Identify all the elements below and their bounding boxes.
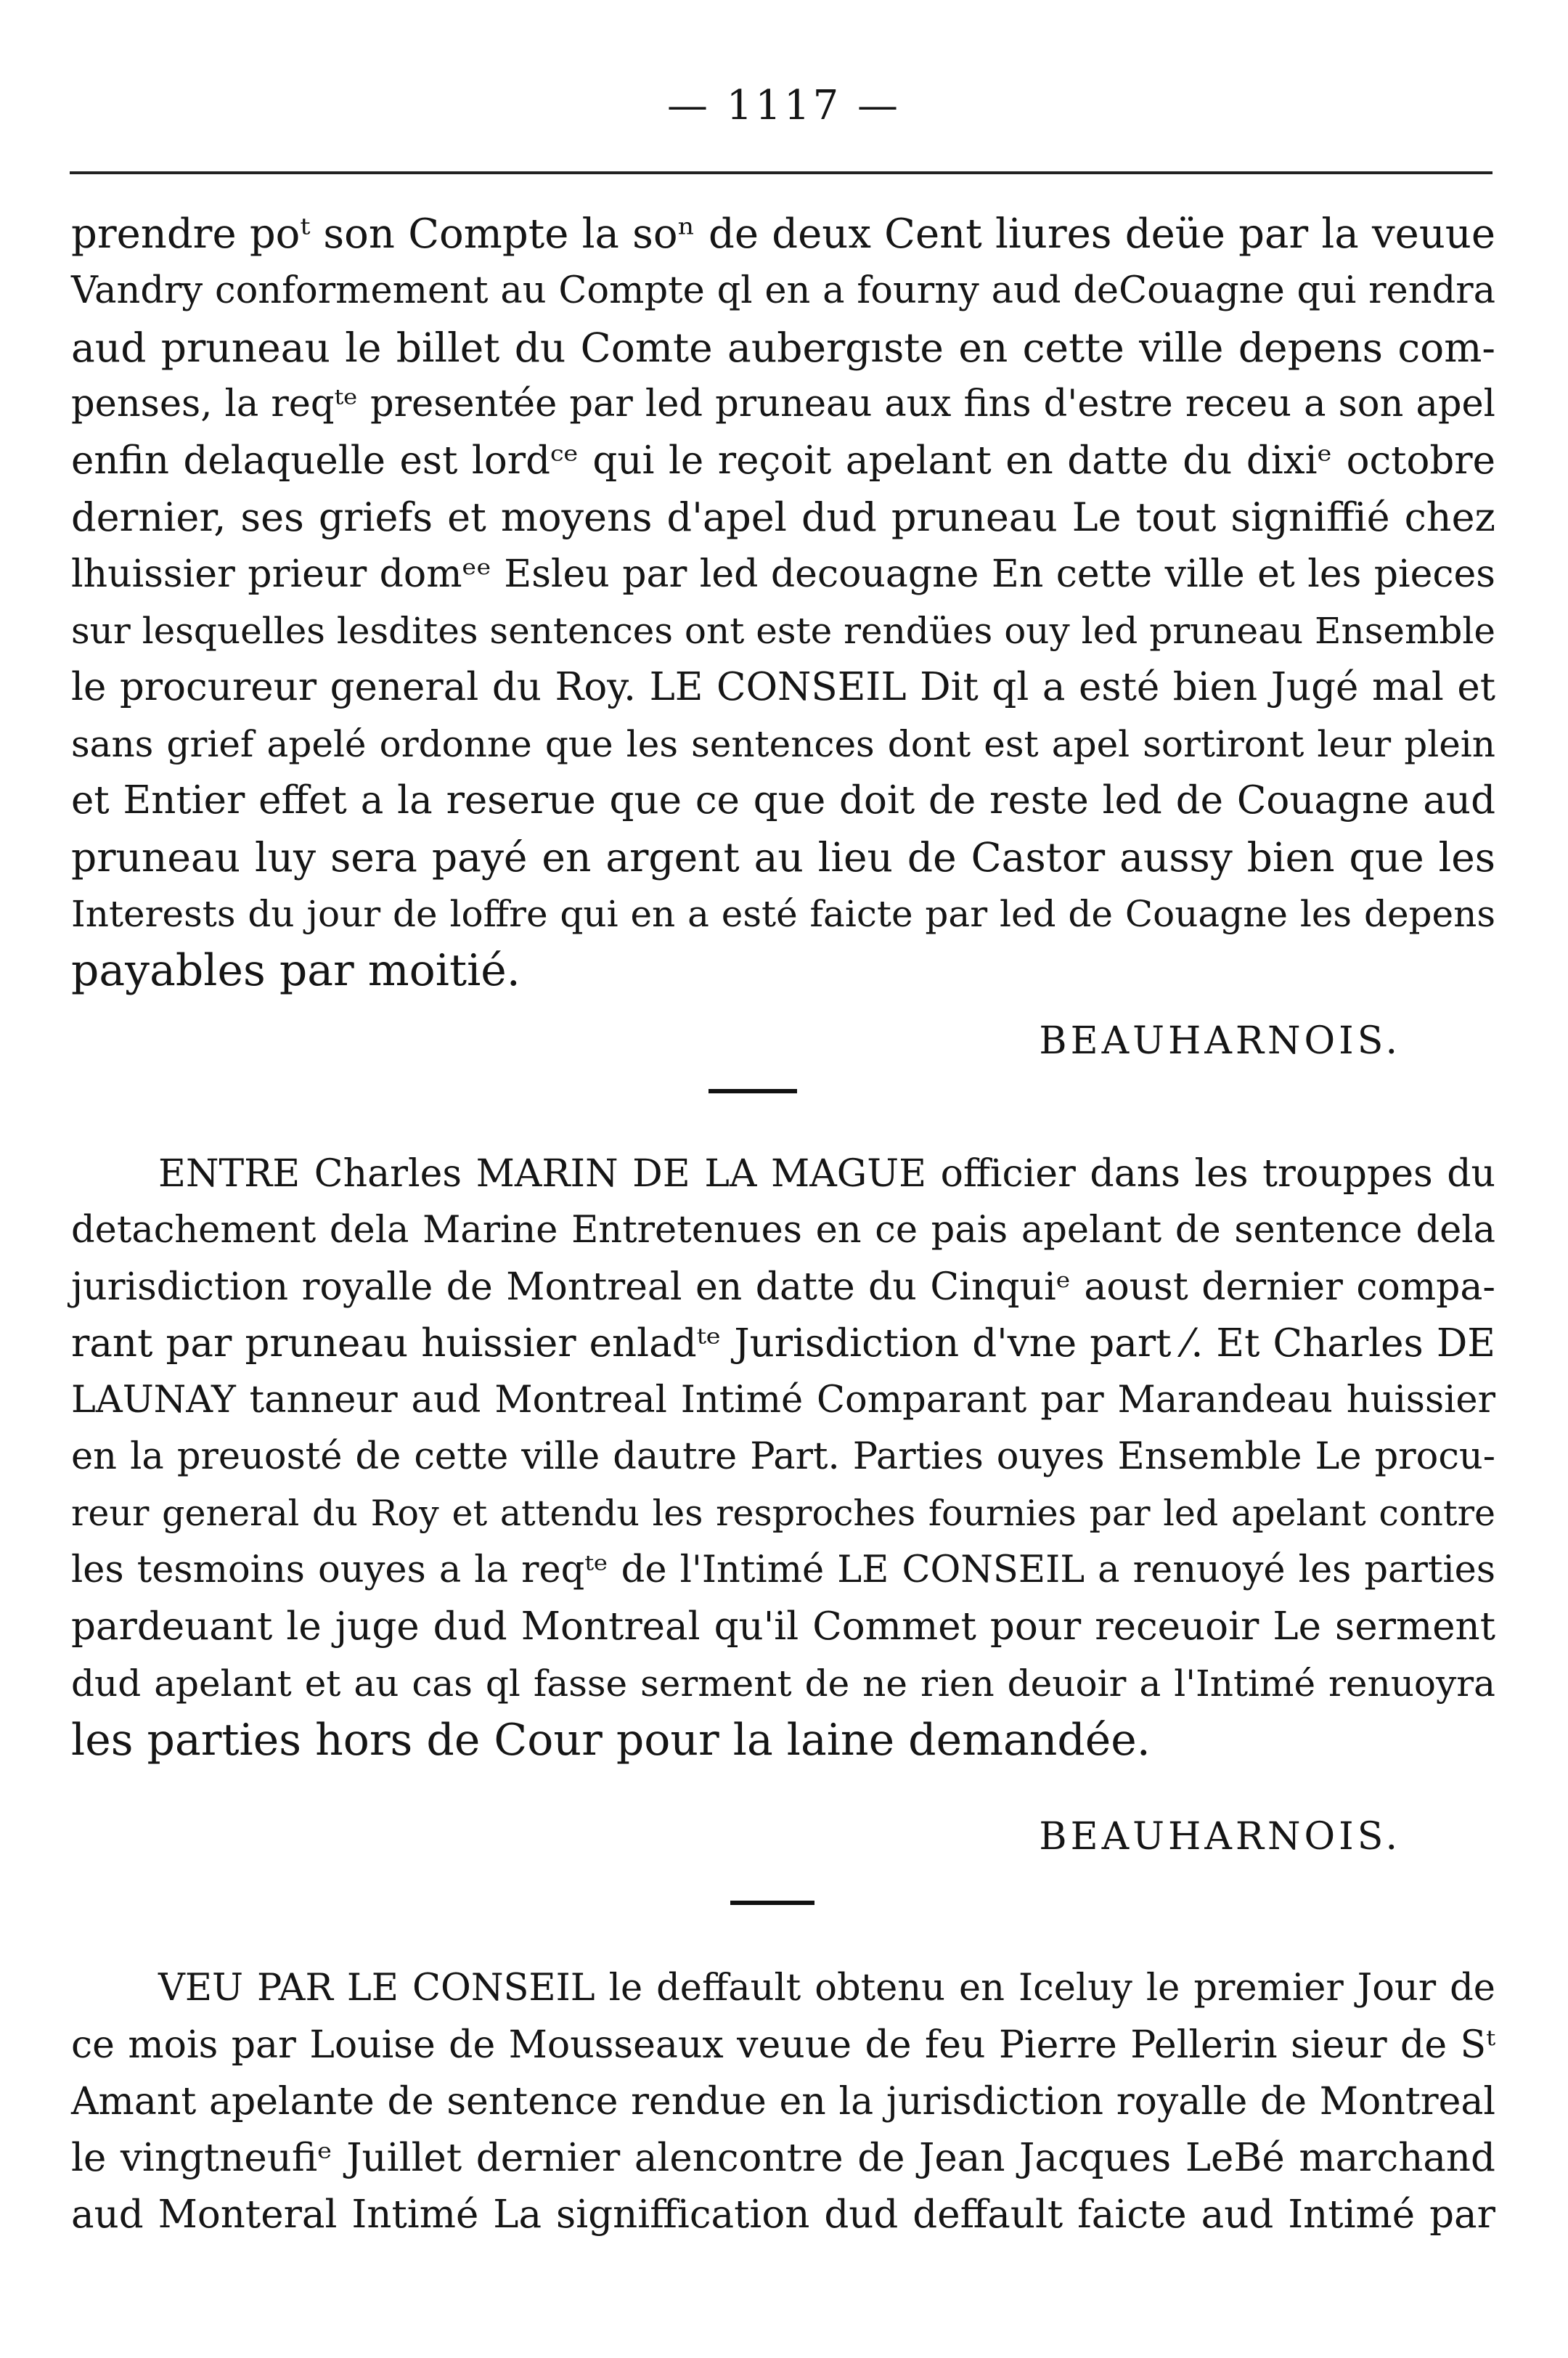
text-line: dud apelant et au cas ql fasse serment de ne rien deuoir a l'Intimé renuoyra: [71, 1663, 1495, 1705]
text-line: lhuissier prieur domᵉᵉ Esleu par led decouagne En cette ville et les pieces: [71, 552, 1495, 596]
text-line: enfin delaquelle est lordᶜᵉ qui le reçoit apelant en datte du dixiᵉ octobre: [71, 438, 1495, 483]
text-line: reur general du Roy et attendu les resproches fournies par led apelant contre: [71, 1493, 1495, 1534]
text-line: jurisdiction royalle de Montreal en datte du Cinquiᵉ aoust dernier compa-: [71, 1265, 1495, 1309]
text-line: Vandry conformement au Compte ql en a fourny aud deCouagne qui rendra: [71, 269, 1495, 312]
paragraph-2: [71, 1146, 1495, 1768]
text-line: le vingtneufiᵉ Juillet dernier alencontre de Jean Jacques LeBé marchand: [71, 2136, 1495, 2180]
text-line: rant par pruneau huissier enladᵗᵉ Jurisdiction d'vne part ⁄. Et Charles DE: [71, 1321, 1495, 1366]
text-line: dernier, ses griefs et moyens d'apel dud pruneau Le tout signiffié chez: [71, 494, 1495, 540]
text-line: ce mois par Louise de Mousseaux veuue de feu Pierre Pellerin sieur de Sᵗ: [71, 2023, 1495, 2067]
text-line: les tesmoins ouyes a la reqᵗᵉ de l'Intimé LE CONSEIL a renuoyé les parties: [71, 1549, 1495, 1591]
text-line: VEU PAR LE CONSEIL le deffault obtenu en Iceluy le premier Jour de: [158, 1967, 1495, 2010]
text-line: detachement dela Marine Entretenues en ce pais apelant de sentence dela: [71, 1209, 1495, 1252]
text-line: sur lesquelles lesdites sentences ont este rendües ouy led pruneau Ensemble: [71, 610, 1495, 652]
text-line: payables par moitié.: [71, 945, 520, 996]
paragraph-1: [71, 206, 1495, 999]
text-line: pardeuant le juge dud Montreal qu'il Commet pour receuoir Le serment: [71, 1604, 1495, 1649]
section-separator: [730, 1901, 814, 1905]
text-line: sans grief apelé ordonne que les sentences dont est apel sortiront leur plein: [71, 723, 1495, 765]
signature-2: BEAUHARNOIS.: [1039, 1815, 1401, 1859]
text-line: ENTRE Charles MARIN DE LA MAGUE officier dans les trouppes du: [158, 1152, 1495, 1196]
header-rule: [70, 171, 1493, 174]
text-line: prendre poᵗ son Compte la soⁿ de deux Cent liures deüe par la veuue: [71, 211, 1495, 258]
section-separator: [709, 1089, 797, 1093]
text-line: Interests du jour de loffre qui en a esté faicte par led de Couagne les depens: [71, 893, 1495, 935]
page-number: — 1117 —: [666, 82, 902, 129]
signature-1: BEAUHARNOIS.: [1039, 1019, 1401, 1063]
text-line: penses, la reqᵗᵉ presentée par led pruneau aux fins d'estre receu a son apel: [71, 383, 1495, 425]
text-line: Amant apelante de sentence rendue en la jurisdiction royalle de Montreal: [71, 2080, 1495, 2124]
text-line: le procureur general du Roy. LE CONSEIL Dit ql a esté bien Jugé mal et: [71, 665, 1495, 709]
text-line: LAUNAY tanneur aud Montreal Intimé Comparant par Marandeau huissier: [71, 1379, 1495, 1421]
text-line: aud pruneau le billet du Comte aubergıste en cette ville depens com-: [71, 325, 1495, 371]
paragraph-3: [71, 1960, 1495, 2243]
text-line: les parties hors de Cour pour la laine demandée.: [71, 1715, 1151, 1766]
text-line: et Entier effet a la reserue que ce que doit de reste led de Couagne aud: [71, 778, 1495, 823]
text-line: pruneau luy sera payé en argent au lieu de Castor aussy bien que les: [71, 834, 1495, 881]
text-line: en la preuosté de cette ville dautre Part. Parties ouyes Ensemble Le procu-: [71, 1435, 1495, 1478]
text-line: aud Monteral Intimé La signiffication dud deffault faicte aud Intimé par: [71, 2192, 1495, 2237]
